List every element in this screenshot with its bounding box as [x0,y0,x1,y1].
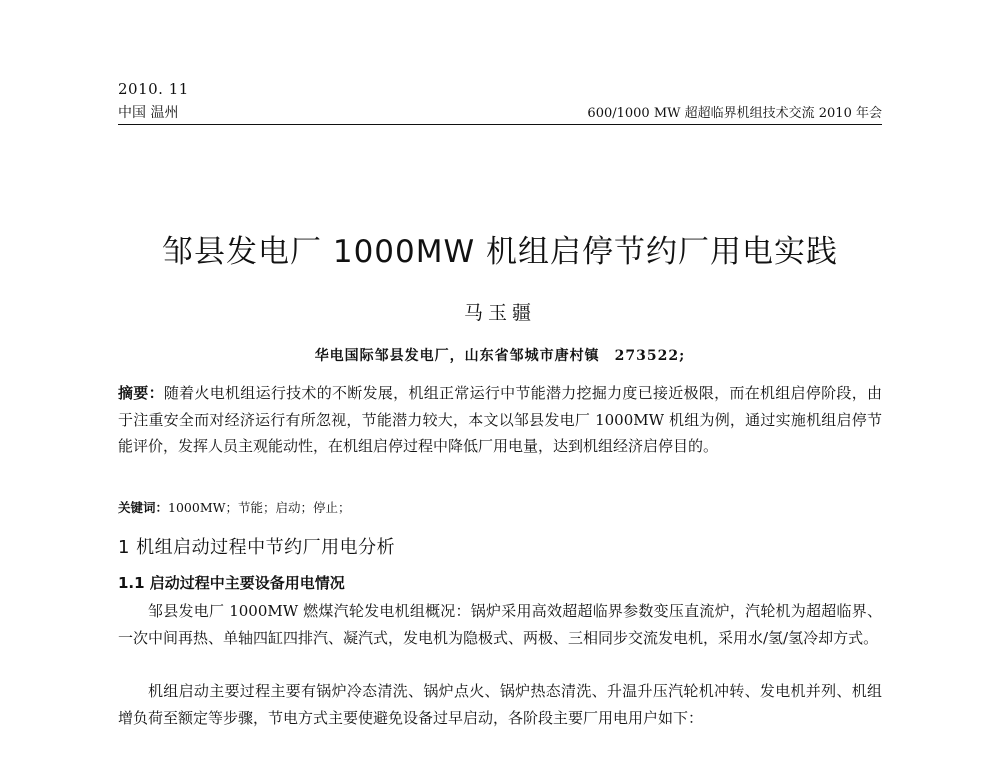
keywords [118,498,882,516]
header-location: 中国 温州 [118,105,179,121]
paper-title: 邹县发电厂 1000MW 机组启停节约厂用电实践 [162,234,838,270]
author-name: 马玉疆 [463,302,536,324]
abstract [118,380,882,460]
keywords-label: 关键词： [118,500,169,515]
header-rule [118,124,882,125]
header-date: 2010. 11 [118,80,189,98]
body-paragraph: 邹县发电厂 1000MW 燃煤汽轮发电机组概况：锅炉采用高效超超临界参数变压直流炉，汽轮机为超超临界、一次中间再热、单轴四缸四排汽、凝汽式，发电机为隐极式、两极、三相同步交流发电机，采用水/氢/氢冷却方式。 [118,602,882,647]
header-conference: 600/1000 MW 超超临界机组技术交流 2010 年会 [587,106,882,121]
abstract-label: 摘要： [118,384,164,402]
keywords-text: 1000MW；节能；启动；停止； [168,500,351,515]
subsection-heading: 1.1 启动过程中主要设备用电情况 [118,574,345,592]
section-heading: 1 机组启动过程中节约厂用电分析 [118,537,396,558]
body-paragraph: 机组启动主要过程主要有锅炉冷态清洗、锅炉点火、锅炉热态清洗、升温升压汽轮机冲转、发电机并列、机组增负荷至额定等步骤，节电方式主要使避免设备过早启动，各阶段主要厂用电用户如下： [118,682,882,727]
abstract-text: 随着火电机组运行技术的不断发展，机组正常运行中节能潜力挖掘力度已接近极限，而在机组启停阶段，由于注重安全而对经济运行有所忽视，节能潜力较大，本文以邹县发电厂 1000MW 机组为例，通过实施机组启停节能评价，发挥人员主观能动性，在机组启停过程中降低厂用电量，达到机组经济启停目的。 [118,384,882,455]
author-affiliation: 华电国际邹县发电厂，山东省邹城市唐村镇 273522; [314,348,686,364]
